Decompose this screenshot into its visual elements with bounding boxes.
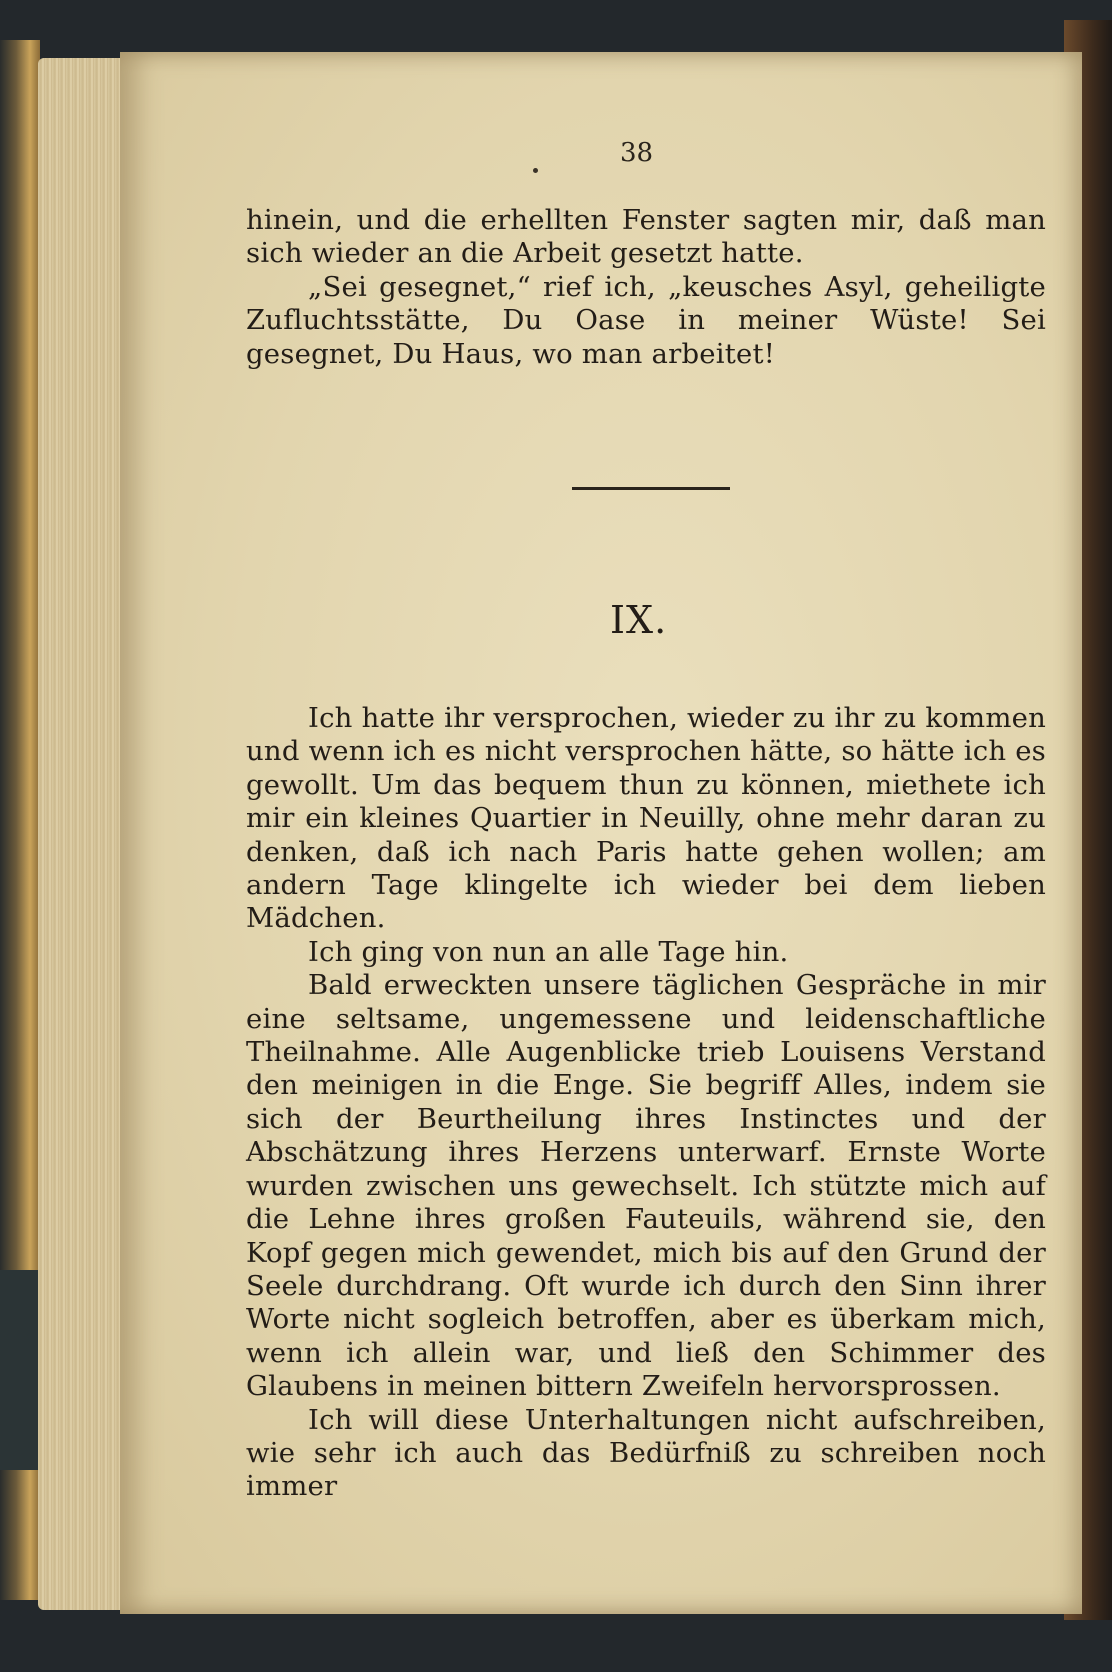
top-text-block — [246, 204, 1046, 371]
chapter-text-block — [246, 702, 1046, 1504]
book-cover-corner — [0, 1270, 40, 1470]
page-number: 38 — [620, 138, 654, 168]
section-divider — [572, 487, 730, 490]
paragraph: hinein, und die erhellten Fenster sagten mir, daß man sich wieder an die Arbeit gesetzt hatte. — [246, 204, 1046, 270]
paragraph: Ich will diese Unterhaltungen nicht aufschreiben, wie sehr ich auch das Bedürfniß zu schreiben noch immer — [246, 1403, 1046, 1503]
paragraph: Ich hatte ihr versprochen, wieder zu ihr zu kommen und wenn ich es nicht versprochen hätte, so hätte ich es gewollt. Um das bequem thun zu können, miethete ich mir ein kleines Quartier in Neuilly, ohne mehr daran zu denken, daß ich nach Paris hatte gehen wollen; am andern Tage klingelte ich wieder bei dem lieben Mädchen. — [246, 702, 1046, 935]
paragraph: Bald erweckten unsere täglichen Gespräche in mir eine seltsame, ungemessene und leidenschaftliche Theilnahme. Alle Augenblicke trieb Louisens Verstand den meinigen in die Enge. Sie begriff Alles, indem sie sich der Beurtheilung ihres Instinctes und der Abschätzung ihres Herzens unterwarf. Ernste Worte wurden zwischen uns gewechselt. Ich stützte mich auf die Lehne ihres großen Fauteuils, während sie, den Kopf gegen mich gewendet, mich bis auf den Grund der Seele durchdrang. Oft wurde ich durch den Sinn ihrer Worte nicht sogleich betroffen, aber es überkam mich, wenn ich allein war, und ließ den Schimmer des Glaubens in meinen bittern Zweifeln hervorsprossen. — [246, 969, 1046, 1403]
chapter-heading: IX. — [610, 598, 668, 642]
paragraph: „Sei gesegnet,“ rief ich, „keusches Asyl, geheiligte Zufluchtsstätte, Du Oase in meiner Wüste! Sei gesegnet, Du Haus, wo man arbeitet! — [246, 270, 1046, 370]
paragraph: Ich ging von nun an alle Tage hin. — [308, 935, 789, 968]
ink-dot — [533, 168, 538, 173]
